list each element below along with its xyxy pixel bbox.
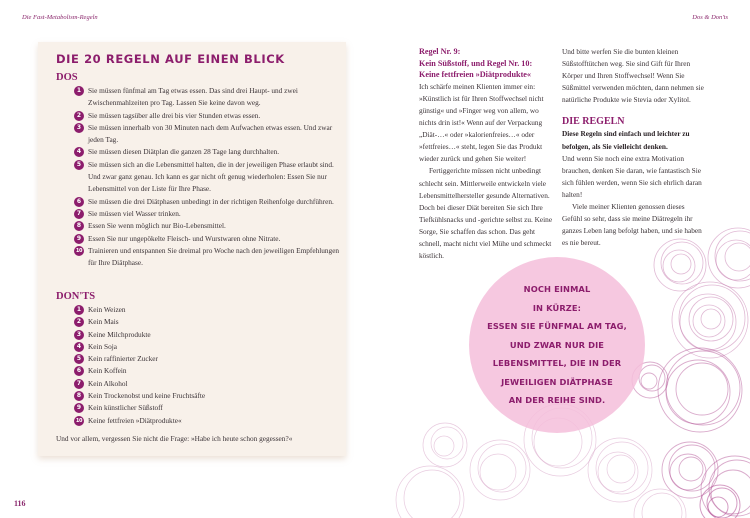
rule-text: Essen Sie nur ungepökelte Fleisch- und Wurstwaren ohne Nitrate. (88, 233, 281, 243)
donts-item (74, 378, 340, 390)
dos-item (74, 122, 340, 147)
number-badge-icon: 2 (74, 317, 84, 327)
callout-line: LEBENSMITTEL, DIE IN DER (492, 358, 622, 369)
dos-item (74, 220, 340, 232)
rule-text: Trainieren und entspannen Sie dreimal pro Woche nach den jeweiligen Empfehlungen für Ihre Diätphase. (88, 245, 340, 268)
number-badge-icon: 8 (74, 391, 84, 401)
rule-text: Kein Weizen (88, 305, 126, 314)
rule-text: Kein Koffein (88, 366, 127, 376)
donts-item (74, 365, 340, 377)
running-head-left: Die Fast-Metabolism-Regeln (22, 14, 98, 21)
paragraph: Und bitte werfen Sie die bunten kleinen Süßstofftütchen weg. Sie sind Gift für Ihren Körper und Ihren Stoffwechsel! Wenn Sie Süßmittel verwenden möchten, dann nehmen sie natürliche Produkte wie Stevia oder Xylitol. (562, 47, 704, 105)
callout-line: AN DER REIHE SIND. (508, 395, 606, 406)
donts-item (74, 316, 340, 328)
dos-item (74, 245, 340, 270)
rule-text: Keine Milchprodukte (88, 329, 151, 339)
number-badge-icon: 1 (74, 86, 84, 96)
rule-text: Sie müssen die drei Diätphasen unbedingt in der richtigen Reihenfolge durchführen. (88, 196, 334, 206)
callout-line: NOCH EINMAL (523, 284, 591, 295)
rule-text: Kein künstlicher Süßstoff (88, 403, 163, 413)
number-badge-icon: 2 (74, 111, 84, 121)
rule-text: Sie müssen diesen Diätplan die ganzen 28 Tage lang durchhalten. (88, 147, 280, 157)
dos-item (74, 208, 340, 220)
number-badge-icon: 3 (74, 330, 84, 340)
number-badge-icon: 9 (74, 234, 84, 244)
rule-text: Kein Trockenobst und keine Fruchtsäfte (88, 391, 206, 401)
right-column-2 (562, 46, 704, 249)
donts-item (74, 390, 340, 402)
dos-item (74, 233, 340, 245)
donts-item (74, 402, 340, 414)
donts-item (74, 341, 340, 353)
callout-line: ESSEN SIE FÜNFMAL AM TAG, (487, 321, 627, 332)
rule-text: Sie müssen tagsüber alle drei bis vier Stunden etwas essen. (88, 110, 261, 120)
rule-text: Sie müssen innerhalb von 30 Minuten nach dem Aufwachen etwas essen. Und zwar jeden Tag. (88, 122, 333, 145)
dos-item (74, 159, 340, 196)
donts-item (74, 415, 340, 427)
number-badge-icon: 4 (74, 147, 84, 157)
dos-list (74, 85, 340, 269)
paragraph: Fertiggerichte müssen nicht unbedingt schlecht sein. Mittlerweile entwickeln viele Lebensmittelhersteller gesunde Alternativen. Doch bei dieser Diät bereiten Sie sich Ihre Tiefkühlsnacks und -gerichte selbst zu. Keine Sorge, Sie schaffen das schon. Das geht schnell, macht nicht viel Mühe und schmeckt köstlich. (419, 166, 553, 261)
dos-item (74, 85, 340, 110)
rule-text: Keine fettfreien »Diätprodukte« (88, 415, 182, 425)
dos-item (74, 196, 340, 208)
heading-line: Regel Nr. 9: (419, 47, 461, 56)
rule-text: Kein Mais (88, 317, 119, 327)
rule-text: Sie müssen fünfmal am Tag etwas essen. Das sind drei Haupt- und zwei Zwischenmahlzeiten pro Tag. Lassen Sie keine davon weg. (88, 86, 298, 108)
rule-9-10-heading (419, 46, 555, 81)
heading-line: Kein Süßstoff, und Regel Nr. 10: (419, 58, 533, 68)
number-badge-icon: 1 (74, 305, 84, 315)
rules-summary-box (38, 42, 346, 456)
page-number: 116 (14, 499, 26, 508)
rule-text: Kein Soja (88, 341, 117, 351)
summary-callout (469, 257, 645, 433)
number-badge-icon: 6 (74, 197, 84, 207)
right-column-1 (419, 46, 555, 262)
number-badge-icon: 5 (74, 160, 84, 170)
paragraph: Und wenn Sie noch eine extra Motivation brauchen, denken Sie daran, wie fantastisch Sie sich fühlen werden, wenn Sie sich ehrlich daran halten! (562, 153, 702, 199)
die-regeln-heading: DIE REGELN (562, 116, 625, 128)
donts-heading: DON'TS (56, 291, 96, 302)
donts-item (74, 304, 340, 316)
number-badge-icon: 10 (75, 417, 83, 424)
number-badge-icon: 7 (74, 209, 84, 219)
rule-text: Kein Alkohol (88, 378, 128, 388)
number-badge-icon: 8 (74, 221, 84, 231)
paragraph: Ich schärfe meinen Klienten immer ein: »Künstlich ist für Ihren Stoffwechsel nicht günstig« und »Finger weg von allem, wo nichts drin ist!« Wenn auf der Verpackung „Diät-…« oder »kalorienfreies…« oder »fettfreies…« steht, legen Sie das Produkt wieder zurück und gehen Sie weiter! (419, 81, 544, 164)
number-badge-icon: 7 (74, 379, 84, 389)
donts-item (74, 329, 340, 341)
box-title: DIE 20 REGELN AUF EINEN BLICK (56, 52, 285, 66)
number-badge-icon: 4 (74, 342, 84, 352)
running-head-right: Dos & Don'ts (692, 14, 728, 21)
bold-lead: Diese Regeln sind einfach und leichter zu befolgen, als Sie vielleicht denken. (562, 129, 690, 151)
dos-item (74, 110, 340, 122)
number-badge-icon: 9 (74, 403, 84, 413)
number-badge-icon: 10 (75, 247, 83, 254)
rule-text: Essen Sie wenn möglich nur Bio-Lebensmittel. (88, 221, 226, 231)
paragraph: Viele meiner Klienten genossen dieses Gefühl so sehr, dass sie meine Diätregeln ihr ganzes Leben lang befolgt haben, und sie haben es nie bereut. (562, 202, 702, 248)
rule-text: Sie müssen viel Wasser trinken. (88, 208, 181, 218)
donts-list (74, 304, 340, 427)
number-badge-icon: 6 (74, 366, 84, 376)
dos-heading: DOS (56, 72, 78, 83)
donts-item (74, 353, 340, 365)
heading-line: Keine fettfreien »Diätprodukte« (419, 70, 532, 80)
dos-item (74, 146, 340, 158)
closing-question: Und vor allem, vergessen Sie nicht die Frage: »Habe ich heute schon gegessen?« (56, 434, 293, 443)
rule-text: Sie müssen sich an die Lebensmittel halten, die in der jeweiligen Phase erlaubt sind. Und zwar ganz genau. Ich kann es gar nicht oft genug wiederholen: Essen Sie nur Lebensmittel von der Liste für Ihre Phase. (88, 159, 334, 194)
number-badge-icon: 5 (74, 354, 84, 364)
number-badge-icon: 3 (74, 123, 84, 133)
callout-line: JEWEILIGEN DIÄTPHASE (501, 376, 613, 387)
callout-line: IN KÜRZE: (532, 302, 582, 313)
rule-text: Kein raffinierter Zucker (88, 354, 158, 364)
callout-line: UND ZWAR NUR DIE (509, 339, 605, 350)
